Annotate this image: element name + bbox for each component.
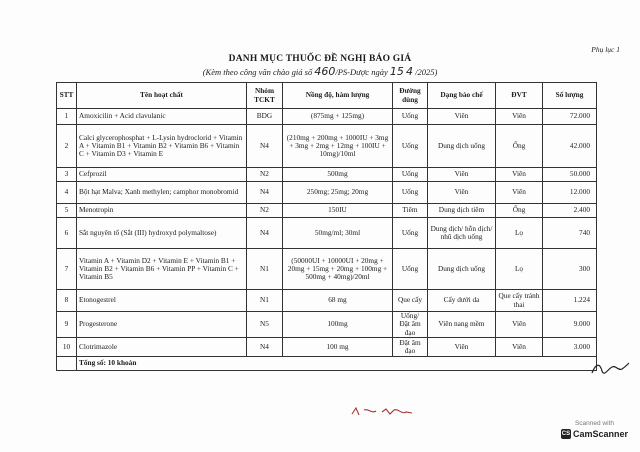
cell-route: Uống bbox=[393, 218, 428, 249]
cell-unit: Que cấy tránh thai bbox=[496, 290, 543, 312]
handwritten-day: 15 bbox=[389, 65, 404, 78]
cell-active: Bột hạt Malva; Xanh methylen; camphor monobromid bbox=[77, 182, 247, 204]
table-row bbox=[57, 337, 597, 356]
cell-group: N1 bbox=[247, 249, 283, 290]
document-title: DANH MỤC THUỐC ĐỀ NGHỊ BÁO GIÁ bbox=[228, 54, 412, 64]
drug-table bbox=[56, 82, 597, 371]
cell-unit: Viên bbox=[496, 168, 543, 182]
cell-form: Viên bbox=[428, 182, 496, 204]
cell-qty: 72.000 bbox=[543, 109, 597, 125]
cell-route: Uống bbox=[393, 109, 428, 125]
cell-qty: 42.000 bbox=[543, 125, 597, 168]
cell-form: Viên bbox=[428, 337, 496, 356]
cell-stt: 1 bbox=[57, 109, 77, 125]
cell-active: Amoxicilin + Acid clavulanic bbox=[77, 109, 247, 125]
cell-unit: Viên bbox=[496, 337, 543, 356]
cell-dose: 500mg bbox=[283, 168, 393, 182]
cell-unit: Ống bbox=[496, 125, 543, 168]
signature-mark bbox=[590, 357, 630, 379]
header-group: Nhóm TCKT bbox=[247, 83, 283, 109]
cell-unit: Lọ bbox=[496, 218, 543, 249]
table-row bbox=[57, 218, 597, 249]
cell-form: Cấy dưới da bbox=[428, 290, 496, 312]
cell-stt: 10 bbox=[57, 337, 77, 356]
cell-route: Uống bbox=[393, 125, 428, 168]
cell-active: Calci glycerophosphat + L-Lysin hydroclorid + Vitamin A + Vitamin B1 + Vitamin B2 + Vitamin B6 + Vitamin C + Vitamin D3 + Vitamin E bbox=[77, 125, 247, 168]
cell-group: N4 bbox=[247, 182, 283, 204]
scanner-brand: CamScanner bbox=[572, 429, 628, 439]
handwritten-scribble bbox=[350, 404, 420, 420]
header-dose: Nồng độ, hàm lượng bbox=[283, 83, 393, 109]
cell-dose: (875mg + 125mg) bbox=[283, 109, 393, 125]
cell-group: N4 bbox=[247, 337, 283, 356]
scanner-brand-row bbox=[561, 429, 628, 439]
cell-form: Viên nang mềm bbox=[428, 312, 496, 338]
table-row bbox=[57, 249, 597, 290]
cell-unit: Lọ bbox=[496, 249, 543, 290]
handwritten-month: 4 bbox=[405, 65, 413, 78]
document-subtitle bbox=[0, 65, 640, 78]
subtitle-before-number: (Kèm theo công văn chào giá số bbox=[202, 67, 313, 77]
cell-group: BDG bbox=[247, 109, 283, 125]
table-row bbox=[57, 182, 597, 204]
cell-dose: 100 mg bbox=[283, 337, 393, 356]
table-row bbox=[57, 204, 597, 218]
cell-group: N1 bbox=[247, 290, 283, 312]
table-header-row bbox=[57, 83, 597, 109]
header-unit: ĐVT bbox=[496, 83, 543, 109]
cell-route: Uống bbox=[393, 249, 428, 290]
total-spacer bbox=[57, 356, 77, 370]
subtitle-end: /2025) bbox=[415, 67, 438, 77]
cell-qty: 740 bbox=[543, 218, 597, 249]
cell-group: N4 bbox=[247, 218, 283, 249]
cell-qty: 1.224 bbox=[543, 290, 597, 312]
cell-stt: 8 bbox=[57, 290, 77, 312]
cell-qty: 300 bbox=[543, 249, 597, 290]
cell-form: Viên bbox=[428, 168, 496, 182]
cell-active: Menotropin bbox=[77, 204, 247, 218]
cell-active: Progesterone bbox=[77, 312, 247, 338]
cell-qty: 9.000 bbox=[543, 312, 597, 338]
cell-active: Cefprozil bbox=[77, 168, 247, 182]
cell-stt: 7 bbox=[57, 249, 77, 290]
cell-stt: 5 bbox=[57, 204, 77, 218]
cell-dose: (210mg + 200mg + 1000IU + 3mg + 3mg + 2mg + 12mg + 100IU + 10mg)/10ml bbox=[283, 125, 393, 168]
cell-route: Que cấy bbox=[393, 290, 428, 312]
cell-group: N2 bbox=[247, 168, 283, 182]
cell-stt: 3 bbox=[57, 168, 77, 182]
cell-dose: 68 mg bbox=[283, 290, 393, 312]
cell-form: Dung dịch tiêm bbox=[428, 204, 496, 218]
table-row bbox=[57, 290, 597, 312]
cell-dose: 50mg/ml; 30ml bbox=[283, 218, 393, 249]
cell-form: Viên bbox=[428, 109, 496, 125]
table-row bbox=[57, 312, 597, 338]
header-stt: STT bbox=[57, 83, 77, 109]
cell-qty: 12.000 bbox=[543, 182, 597, 204]
header-qty: Số lượng bbox=[543, 83, 597, 109]
total-label: Tổng số: 10 khoản bbox=[77, 356, 597, 370]
cell-route: Đặt âm đạo bbox=[393, 337, 428, 356]
cell-route: Uống bbox=[393, 168, 428, 182]
scanner-top-text: Scanned with bbox=[574, 420, 614, 427]
cell-group: N4 bbox=[247, 125, 283, 168]
cell-route: Uống/ Đặt âm đạo bbox=[393, 312, 428, 338]
cell-dose: 250mg; 25mg; 20mg bbox=[283, 182, 393, 204]
header-active: Tên hoạt chất bbox=[77, 83, 247, 109]
cell-active: Vitamin A + Vitamin D2 + Vitamin E + Vitamin B1 + Vitamin B2 + Vitamin B6 + Vitamin PP + Vitamin C + Vitamin B5 bbox=[77, 249, 247, 290]
cell-form: Dung dịch uống bbox=[428, 125, 496, 168]
cell-unit: Ống bbox=[496, 204, 543, 218]
cell-dose: 150IU bbox=[283, 204, 393, 218]
total-row bbox=[57, 356, 597, 370]
cell-dose: (50000UI + 10000UI + 20mg + 20mg + 15mg + 20mg + 100mg + 500mg + 40mg)/20ml bbox=[283, 249, 393, 290]
handwritten-number: 460 bbox=[314, 65, 336, 78]
cell-qty: 3.000 bbox=[543, 337, 597, 356]
appendix-label: Phụ lục 1 bbox=[591, 45, 620, 54]
cell-group: N2 bbox=[247, 204, 283, 218]
cell-active: Clotrimazole bbox=[77, 337, 247, 356]
cell-qty: 50.000 bbox=[543, 168, 597, 182]
cell-route: Uống bbox=[393, 182, 428, 204]
camscanner-logo-icon: CS bbox=[561, 431, 571, 437]
table-row bbox=[57, 109, 597, 125]
cell-qty: 2.400 bbox=[543, 204, 597, 218]
subtitle-middle: /PS-Dược ngày bbox=[335, 67, 388, 77]
cell-stt: 2 bbox=[57, 125, 77, 168]
cell-stt: 4 bbox=[57, 182, 77, 204]
cell-form: Dung dịch uống bbox=[428, 249, 496, 290]
cell-unit: Viên bbox=[496, 109, 543, 125]
cell-unit: Viên bbox=[496, 312, 543, 338]
cell-unit: Viên bbox=[496, 182, 543, 204]
cell-form: Dung dịch/ hỗn dịch/ nhũ dịch uống bbox=[428, 218, 496, 249]
cell-stt: 6 bbox=[57, 218, 77, 249]
cell-active: Sắt nguyên tố (Sắt (III) hydroxyd polymaltose) bbox=[77, 218, 247, 249]
header-route: Đường dùng bbox=[393, 83, 428, 109]
cell-active: Etonogestrel bbox=[77, 290, 247, 312]
cell-dose: 100mg bbox=[283, 312, 393, 338]
header-form: Dạng bào chế bbox=[428, 83, 496, 109]
scanner-watermark bbox=[561, 420, 628, 439]
table-row bbox=[57, 125, 597, 168]
table-row bbox=[57, 168, 597, 182]
cell-route: Tiêm bbox=[393, 204, 428, 218]
cell-group: N5 bbox=[247, 312, 283, 338]
cell-stt: 9 bbox=[57, 312, 77, 338]
